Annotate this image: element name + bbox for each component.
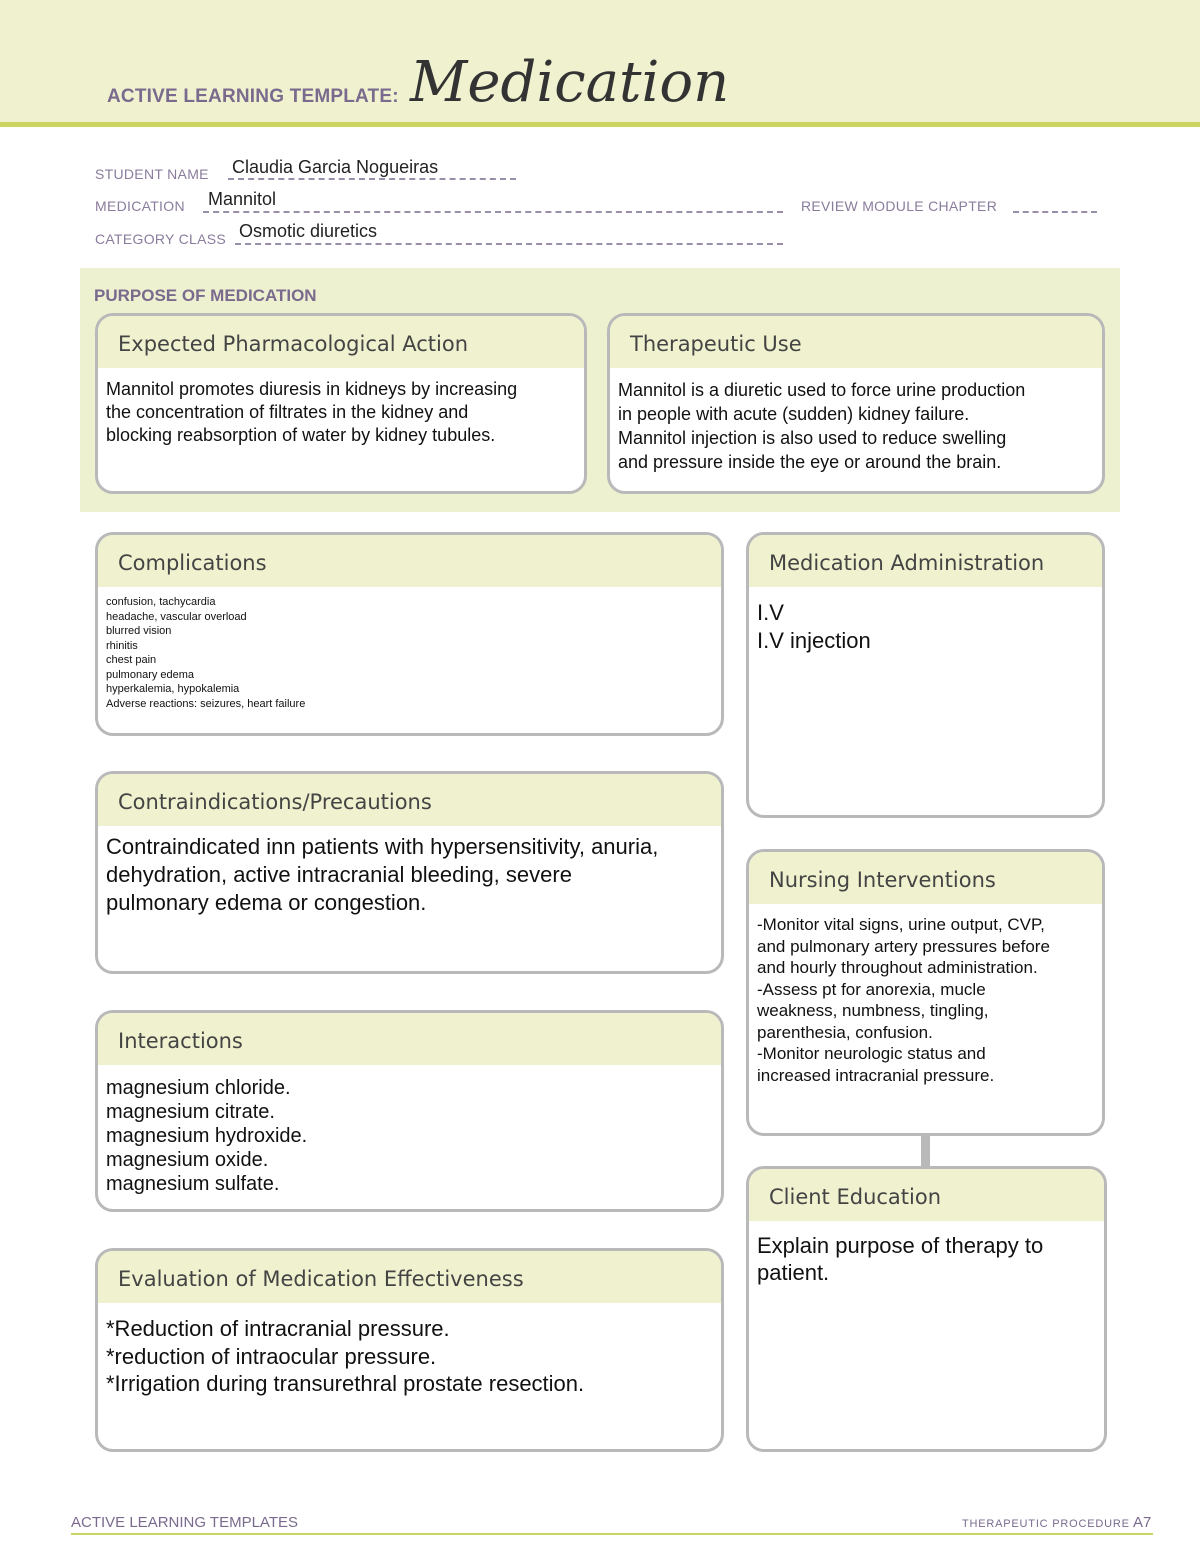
category-class-label: CATEGORY CLASS: [95, 231, 227, 247]
template-label: ACTIVE LEARNING TEMPLATE:: [107, 86, 399, 107]
box-body[interactable]: *Reduction of intracranial pressure. *reduction of intraocular pressure. *Irrigation during transurethral prostate resection.: [106, 1316, 585, 1396]
review-module-field[interactable]: [1013, 211, 1097, 213]
box-title: Contraindications/Precautions: [98, 774, 721, 826]
category-class-field[interactable]: Osmotic diuretics: [239, 221, 378, 241]
complications-box: [95, 532, 724, 736]
student-name-field[interactable]: Claudia Garcia Nogueiras: [232, 157, 439, 177]
student-name-label: STUDENT NAME: [95, 166, 209, 182]
box-title: Complications: [98, 535, 721, 587]
nursing-interventions-box: [746, 849, 1105, 1136]
medication-administration-box: [746, 532, 1105, 818]
contraindications-box: [95, 771, 724, 974]
box-connector: [921, 1136, 930, 1167]
page-title: Medication: [410, 50, 730, 115]
evaluation-box: [95, 1248, 724, 1452]
box-body[interactable]: Contraindicated inn patients with hypersensitivity, anuria, dehydration, active intracranial bleeding, severe pulmonary edema or congestion.: [106, 834, 659, 915]
box-title: Medication Administration: [749, 535, 1102, 587]
therapeutic-use-box: [607, 313, 1105, 494]
box-title: Client Education: [749, 1169, 1104, 1221]
purpose-title: PURPOSE OF MEDICATION: [94, 286, 317, 305]
interactions-box: [95, 1010, 724, 1212]
header-divider: [0, 122, 1200, 127]
review-module-label: REVIEW MODULE CHAPTER: [801, 198, 998, 214]
box-title: Interactions: [98, 1013, 721, 1065]
box-title: Evaluation of Medication Effectiveness: [98, 1251, 721, 1303]
box-body[interactable]: I.V I.V injection: [757, 600, 871, 653]
client-education-box: [746, 1166, 1107, 1452]
box-body[interactable]: confusion, tachycardia headache, vascular overload blurred vision rhinitis chest pain pulmonary edema hyperkalemia, hypokalemia Adverse reactions: seizures, heart failure: [106, 596, 306, 710]
footer-right: THERAPEUTIC PROCEDURE: [962, 1518, 1130, 1530]
footer-left: ACTIVE LEARNING TEMPLATES: [71, 1514, 298, 1531]
footer-divider: [71, 1533, 1153, 1535]
medication-line: [203, 211, 783, 213]
box-title: Nursing Interventions: [749, 852, 1102, 904]
category-class-line: [235, 243, 783, 245]
box-body[interactable]: Mannitol is a diuretic used to force urine production in people with acute (sudden) kidney failure. Mannitol injection is also used to reduce swelling and pressure inside the eye or around the brain.: [618, 380, 1026, 472]
box-body[interactable]: -Monitor vital signs, urine output, CVP, and pulmonary artery pressures before and hourly throughout administration. -Assess pt for anorexia, mucle weakness, numbness, tingling, parenthesia, confusion. -Monitor neurologic status and increased intracranial pressure.: [757, 915, 1050, 1085]
medication-field[interactable]: Mannitol: [208, 189, 277, 209]
box-body[interactable]: magnesium chloride. magnesium citrate. magnesium hydroxide. magnesium oxide. magnesium sulfate.: [106, 1077, 308, 1195]
box-body[interactable]: Explain purpose of therapy to patient.: [757, 1233, 1044, 1285]
box-title: Therapeutic Use: [610, 316, 1102, 368]
box-body[interactable]: Mannitol promotes diuresis in kidneys by increasing the concentration of filtrates in the kidney and blocking reabsorption of water by kidney tubules.: [106, 379, 518, 445]
expected-action-box: [95, 313, 587, 494]
student-name-line: [228, 178, 516, 180]
page-number: A7: [1133, 1514, 1152, 1531]
box-title: Expected Pharmacological Action: [98, 316, 584, 368]
medication-label: MEDICATION: [95, 198, 185, 214]
